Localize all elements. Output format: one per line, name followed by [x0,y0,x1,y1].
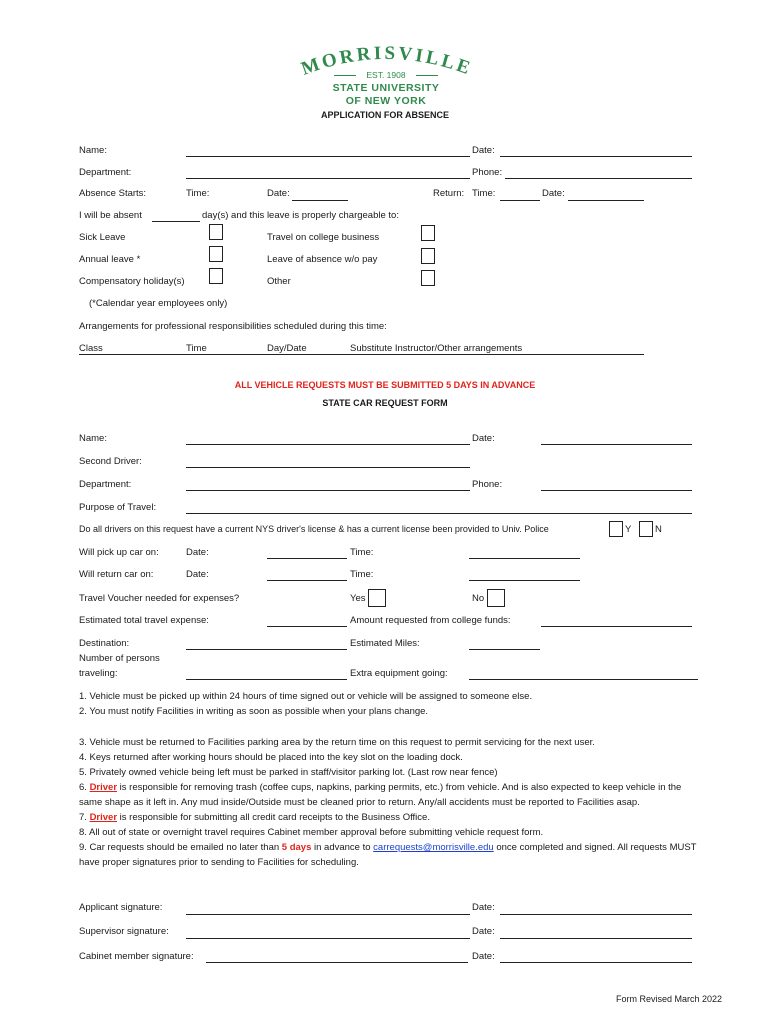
estimated-miles-label: Estimated Miles: [350,638,420,649]
leave-other-label: Other [267,276,291,287]
rule-6 [79,780,699,810]
return-date-label: Date: [186,569,209,580]
second-driver-label: Second Driver: [79,456,142,467]
applicant-date-field[interactable] [500,914,692,915]
extra-equipment-field[interactable] [469,679,698,680]
arrangements-label: Arrangements for professional responsibilities scheduled during this time: [79,321,387,332]
cabinet-signature-label: Cabinet member signature: [79,951,194,962]
leave-comp-label: Compensatory holiday(s) [79,276,185,287]
form-revised: Form Revised March 2022 [616,994,723,1004]
absence-return-time-label: Time: [472,188,496,199]
voucher-yes-checkbox[interactable] [368,589,386,607]
absence-department-label: Department: [79,167,132,178]
purpose-label: Purpose of Travel: [79,502,157,513]
rule-1: 1. Vehicle must be picked up within 24 hours of time signed out or vehicle will be assigned to someone else. [79,691,533,702]
leave-sick-label: Sick Leave [79,232,126,243]
absence-time-label: Time: [186,188,210,199]
rule-9 [79,840,699,870]
cabinet-date-field[interactable] [500,962,692,963]
absence-start-date-label: Date: [267,188,290,199]
absence-return-date-label: Date: [542,188,565,199]
license-yes-checkbox[interactable] [609,521,623,537]
col-daydate: Day/Date [267,343,307,354]
rule-9-prefix: 9. Car requests should be emailed no later than [79,842,282,853]
leave-travel-checkbox[interactable] [421,225,435,241]
applicant-signature-label: Applicant signature: [79,902,163,913]
col-class: Class [79,343,103,354]
arrangements-header-rule [79,354,644,355]
absence-department-field[interactable] [186,178,470,179]
rule-7-text: is responsible for submitting all credit card receipts to the Business Office. [117,812,430,823]
absence-date-label: Date: [472,145,495,156]
applicant-signature-field[interactable] [186,914,470,915]
vehicle-phone-label: Phone: [472,479,503,490]
voucher-no-checkbox[interactable] [487,589,505,607]
absence-name-field[interactable] [186,156,470,157]
absent-days-field[interactable] [152,221,200,222]
pick-up-time-label: Time: [350,547,374,558]
destination-field[interactable] [186,649,347,650]
absence-date-field[interactable] [500,156,692,157]
cabinet-date-label: Date: [472,951,495,962]
absence-start-date-field[interactable] [292,200,348,201]
logo-line2: OF NEW YORK [345,95,427,107]
license-no-label: N [655,524,662,535]
return-car-label: Will return car on: [79,569,154,580]
rule-6-prefix: 6. [79,782,90,793]
absent-label: I will be absent [79,210,142,221]
vehicle-date-label: Date: [472,433,495,444]
vehicle-department-label: Department: [79,479,132,490]
voucher-no-label: No [472,593,485,604]
car-requests-email-link[interactable]: carrequests@morrisville.edu [373,842,494,853]
voucher-yes-label: Yes [350,593,366,604]
logo-line1: STATE UNIVERSITY [332,82,440,94]
leave-absence-wo-pay-checkbox[interactable] [421,248,435,264]
leave-travel-label: Travel on college business [267,232,380,243]
vehicle-department-field[interactable] [186,490,470,491]
license-yes-label: Y [625,524,632,535]
estimated-expense-label: Estimated total travel expense: [79,615,209,626]
second-driver-field[interactable] [186,467,470,468]
rule-9-mid: in advance to [311,842,374,853]
absence-title: APPLICATION FOR ABSENCE [320,110,449,120]
amount-requested-label: Amount requested from college funds: [350,615,511,626]
absence-phone-label: Phone: [472,167,503,178]
rules-block-1 [79,689,699,719]
vehicle-phone-field[interactable] [541,490,692,491]
logo-est-row [334,70,438,80]
purpose-field[interactable] [186,513,692,514]
rule-5: 5. Privately owned vehicle being left must be parked in staff/visitor parking lot. (Last row near fence) [79,767,498,778]
leave-annual-checkbox[interactable] [209,246,223,262]
logo-name: MORRISVILLE [298,44,476,80]
rule-4: 4. Keys returned after working hours should be placed into the key slot on the loading dock. [79,752,463,763]
leave-annual-label: Annual leave * [79,254,141,265]
col-time: Time [186,343,207,354]
supervisor-signature-label: Supervisor signature: [79,926,169,937]
pick-up-date-field[interactable] [267,558,347,559]
rule-6-driver: Driver [89,782,118,793]
persons-label-1: Number of persons [79,653,160,664]
rule-6-text: is responsible for removing trash (coffee cups, napkins, parking permits, etc.) from vehicle. And is also expected to keep vehicle in the same shape as it left in. Any mud inside/Outside must be cleaned prior to return. Any/all accidents must be reported to Facilities asap. [79,782,682,808]
leave-absence-wo-pay-label: Leave of absence w/o pay [267,254,378,265]
cabinet-signature-field[interactable] [206,962,468,963]
return-time-field[interactable] [469,580,580,581]
leave-sick-checkbox[interactable] [209,224,223,240]
persons-field[interactable] [186,679,347,680]
rule-7-driver: Driver [89,812,118,823]
absence-return-date-field[interactable] [568,200,644,201]
pick-up-time-field[interactable] [469,558,580,559]
rule-7 [79,810,699,825]
vehicle-warning: ALL VEHICLE REQUESTS MUST BE SUBMITTED 5 DAYS IN ADVANCE [234,380,536,390]
leave-other-checkbox[interactable] [421,270,435,286]
vehicle-title: STATE CAR REQUEST FORM [322,398,448,408]
absence-phone-field[interactable] [505,178,692,179]
amount-requested-field[interactable] [541,626,692,627]
destination-label: Destination: [79,638,130,649]
pick-up-date-label: Date: [186,547,209,558]
supervisor-date-label: Date: [472,926,495,937]
absent-days-text: day(s) and this leave is properly chargeable to: [202,210,399,221]
voucher-label: Travel Voucher needed for expenses? [79,593,240,604]
col-substitute: Substitute Instructor/Other arrangements [350,343,523,354]
rule-2: 2. You must notify Facilities in writing as soon as possible when your plans change. [79,706,429,717]
absence-return-label: Return: [433,188,465,199]
estimated-expense-field[interactable] [267,626,347,627]
vehicle-name-label: Name: [79,433,107,444]
extra-equipment-label: Extra equipment going: [350,668,448,679]
vehicle-date-field[interactable] [541,444,692,445]
rule-9-text: once completed and signed. All requests MUST have proper signatures prior to sending to Facilities for scheduling. [79,842,697,868]
rule-7-prefix: 7. [79,812,90,823]
rule-8: 8. All out of state or overnight travel requires Cabinet member approval before submitting vehicle request form. [79,827,544,838]
logo-est: EST. 1908 [366,70,406,80]
return-time-label: Time: [350,569,374,580]
supervisor-signature-field[interactable] [186,938,470,939]
rule-9-days: 5 days [281,842,312,853]
license-no-checkbox[interactable] [639,521,653,537]
applicant-date-label: Date: [472,902,495,913]
rules-block-2 [79,735,699,870]
pick-up-label: Will pick up car on: [79,547,159,558]
supervisor-date-field[interactable] [500,938,692,939]
calendar-note: (*Calendar year employees only) [89,298,228,309]
absence-starts-label: Absence Starts: [79,188,147,199]
persons-label-2: traveling: [79,668,118,679]
absence-return-time-field[interactable] [500,200,540,201]
leave-comp-checkbox[interactable] [209,268,223,284]
vehicle-name-field[interactable] [186,444,470,445]
estimated-miles-field[interactable] [469,649,540,650]
absence-name-label: Name: [79,145,107,156]
rule-3: 3. Vehicle must be returned to Facilities parking area by the return time on this request to permit servicing for the next user. [79,737,595,748]
license-question: Do all drivers on this request have a current NYS driver's license & has a current license been provided to Univ. Police [79,524,549,534]
return-date-field[interactable] [267,580,347,581]
